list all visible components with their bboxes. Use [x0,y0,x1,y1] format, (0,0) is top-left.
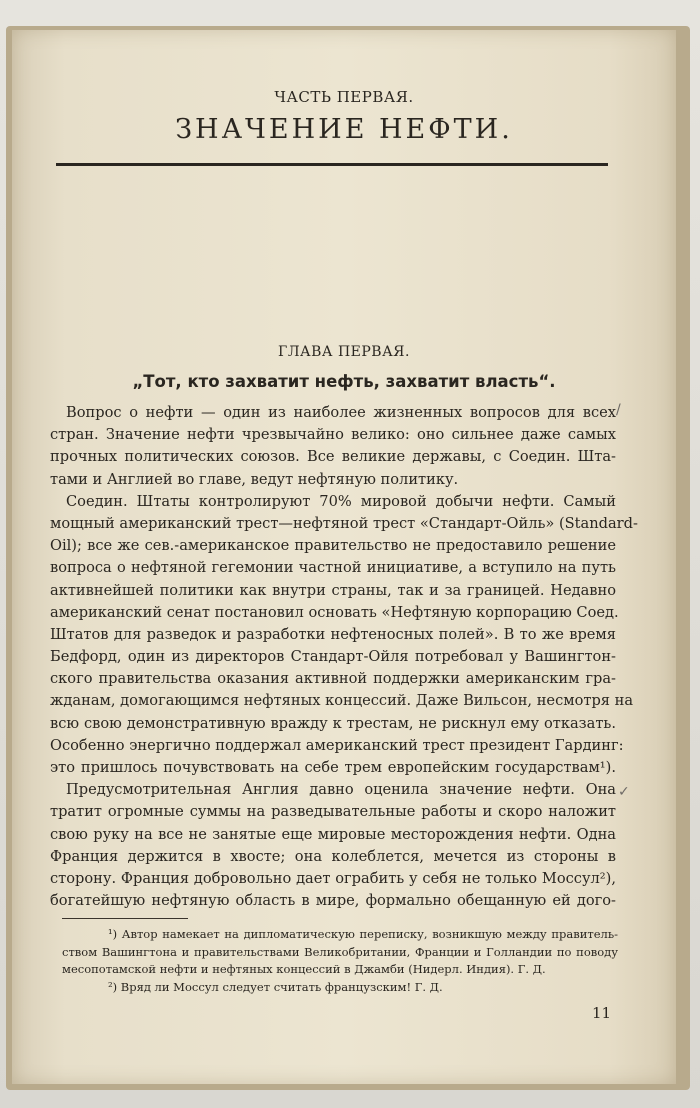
body-line: Предусмотрительная Англия давно оценила значение нефти. Она [66,781,616,799]
body-line: Франция держится в хвосте; она колеблется, мечется из стороны в [50,847,616,865]
footnote-line: месопотамской нефти и нефтяных концессий в Джамби (Нидерл. Индия). Г. Д. [62,962,546,976]
body-line: всю свою демонстративную вражду к трестам, не рискнул ему отказать. [50,714,616,732]
body-line: ского правительства оказания активной поддержки американским гра- [50,670,616,688]
body-line: прочных политических союзов. Все великие державы, с Соедин. Шта- [50,448,616,466]
body-line: Штатов для разведок и разработки нефтеносных полей». В то же время [50,625,616,643]
body-line: это пришлось почувствовать на себе трем европейским государствам¹). [50,759,616,776]
body-line: жданам, домогающимся нефтяных концессий. Даже Вильсон, несмотря на [50,692,634,710]
page-number: 11 [592,1004,612,1022]
body-line: Особенно энергично поддержал американский трест президент Гардинг: [50,736,624,754]
body-line: мощный американский трест—нефтяной трест «Стандарт-Ойль» (Standard- [50,514,638,532]
body-line: американский сенат постановил основать «Нефтяную корпорацию Соед. [50,603,619,621]
body-line: Вопрос о нефти — один из наиболее жизненных вопросов для всех [66,404,616,421]
body-line: сторону. Франция добровольно дает ограбить у себя не только Моссул²), [50,869,616,887]
footnote-line: ²) Вряд ли Моссул следует считать французским! Г. Д. [108,979,443,994]
body-line: свою руку на все не занятые еще мировые месторождения нефти. Одна [50,825,616,843]
part-title: ЗНАЧЕНИЕ НЕФТИ. [175,114,513,145]
body-line: богатейшую нефтяную область в мире, формально обещанную ей дого- [50,892,616,910]
body-line: тратит огромные суммы на разведывательные работы и скоро наложит [50,803,616,821]
footnotes [62,926,618,996]
body-line: активнейшей политики как внутри страны, так и за границей. Недавно [50,581,616,599]
body-line: вопроса о нефтяной гегемонии частной инициативе, а вступило на путь [50,559,616,577]
body-line: Бедфорд, один из директоров Стандарт-Ойля потребовал у Вашингтон- [50,648,616,666]
body-text [50,402,638,912]
body-line: Oil); все же сев.-американское правительство не предоставило решение [50,537,616,555]
book-page [12,30,676,1084]
pencil-margin-mark: ✓ [618,784,630,800]
footnote-line: ством Вашингтона и правительствами Великобритании, Франции и Голландии по поводу [62,944,618,959]
pencil-margin-mark: / [616,402,621,418]
footnote-divider [62,918,188,919]
part-label: ЧАСТЬ ПЕРВАЯ. [274,88,414,106]
footnote-line: ¹) Автор намекает на дипломатическую переписку, возникшую между правитель- [108,927,618,941]
body-line: тами и Англией во главе, ведут нефтяную политику. [50,470,459,488]
title-divider [56,163,608,166]
body-line: Соедин. Штаты контролируют 70% мировой добычи нефти. Самый [66,492,616,510]
body-line: стран. Значение нефти чрезвычайно велико: оно сильнее даже самых [50,426,616,444]
chapter-label: ГЛАВА ПЕРВАЯ. [278,344,410,360]
chapter-title: „Тот, кто захватит нефть, захватит власть“. [132,372,556,391]
